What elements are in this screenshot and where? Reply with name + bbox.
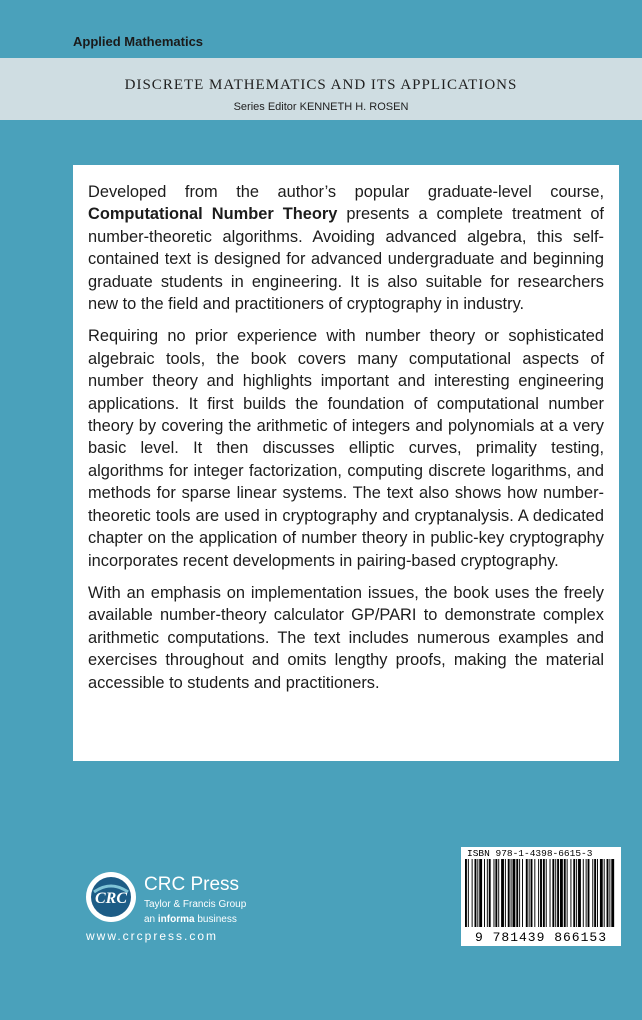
barcode-digits: 9 781439 866153 [474,930,608,945]
barcode-bar [586,859,587,927]
barcode-bar [576,859,577,927]
series-title: DISCRETE MATHEMATICS AND ITS APPLICATIONS [124,77,518,93]
barcode-bar [600,859,603,927]
barcode-bar [501,859,504,927]
barcode-bar [573,859,575,927]
barcode-bar [487,859,488,927]
barcode-bar [529,859,530,927]
barcode-bar [597,859,598,927]
description-paragraph-2: Requiring no prior experience with number theory or sophisticated algebraic tools, the book covers many computational aspects of number theory and highlights important and interesting engineering applications. It first builds the foundation of computational number theory by covering the arithmetic of integers and polynomials at a very basic level. It then discusses elliptic curves, primality testing, algorithms for integer factorization, computing discrete logarithms, and methods for sparse linear systems. The text also shows how number-theoretic tools are used in cryptography and cryptanalysis. A dedicated chapter on the application of number theory in public-key cryptography incorporates recent developments in pairing-based cryptography. [88,327,604,570]
barcode-bar [477,859,478,927]
publisher-business [144,914,237,925]
barcode-bar [522,859,523,927]
barcode-bar [564,859,566,927]
description-box [73,165,619,761]
description-paragraph-3: With an emphasis on implementation issues, the book uses the freely available number-theory calculator GP/PARI to demonstrate complex arithmetic computations. The text includes numerous examples and exercises throughout and omits lengthy proofs, making the material accessible to students and practitioners. [88,583,604,692]
barcode-bar [534,859,535,927]
category-label: Applied Mathematics [73,34,204,49]
barcode-bar [513,859,516,927]
barcode-bar [609,859,610,927]
barcode-bar [583,859,584,927]
barcode-bar [465,859,467,927]
barcode-bar [592,859,593,927]
barcode-bar [543,859,545,927]
description-paragraph-1 [88,181,604,315]
series-band [0,58,642,120]
barcode-bar [552,859,554,927]
publisher-group: Taylor & Francis Group [144,899,247,910]
barcode-bar [538,859,539,927]
barcode-bar [468,859,469,927]
barcode-bar [511,859,512,927]
barcode-bar [578,859,581,927]
barcode-bar [555,859,556,927]
barcode-bar [489,859,491,927]
barcode-bar [607,859,609,927]
barcode-bar [540,859,542,927]
publisher-name: CRC Press [144,874,240,895]
barcode-bar [588,859,590,927]
barcode-bar [604,859,605,927]
barcode-bar [516,859,518,927]
barcode-bar [472,859,473,927]
barcode-bar [475,859,477,927]
barcode-bar [570,859,571,927]
barcode-bar [508,859,510,927]
p1-rest: presents a complete treatment of number-theoretic algorithms. Avoiding advanced algebra, this self-contained text is designed for advanced undergraduate and beginning graduate students in engineering. It is also suitable for researchers new to the field and practitioners of cryptography in industry. [88,205,604,314]
barcode-bar [611,859,614,927]
barcode-bar [546,859,547,927]
logo-text: CRC [94,890,128,907]
isbn-label: ISBN 978-1-4398-6615-3 [467,848,593,859]
barcode-bar [519,859,520,927]
publisher-url: www.crcpress.com [86,929,219,943]
barcode-bar [495,859,497,927]
publisher-block [86,870,286,950]
barcode-bars-icon [465,859,617,927]
barcode-bar [531,859,533,927]
barcode-bar [594,859,596,927]
book-title: Computational Number Theory [88,205,338,224]
series-editor: Series Editor KENNETH H. ROSEN [233,101,409,113]
barcode-bar [498,859,499,927]
barcode-bar [484,859,485,927]
p1-intro: Developed from the author’s popular graduate-level course, [88,183,604,201]
barcode-bar [494,859,495,927]
barcode-bar [550,859,551,927]
barcode-bar [505,859,506,927]
business-prefix: an [144,914,158,925]
barcode-bar [479,859,482,927]
barcode-bar [567,859,568,927]
barcode-bar [560,859,563,927]
barcode-bar [557,859,559,927]
isbn-barcode [461,847,621,946]
crc-logo-icon [86,872,136,922]
business-suffix: business [194,914,237,925]
barcode-bar [526,859,528,927]
business-brand: informa [157,914,195,925]
